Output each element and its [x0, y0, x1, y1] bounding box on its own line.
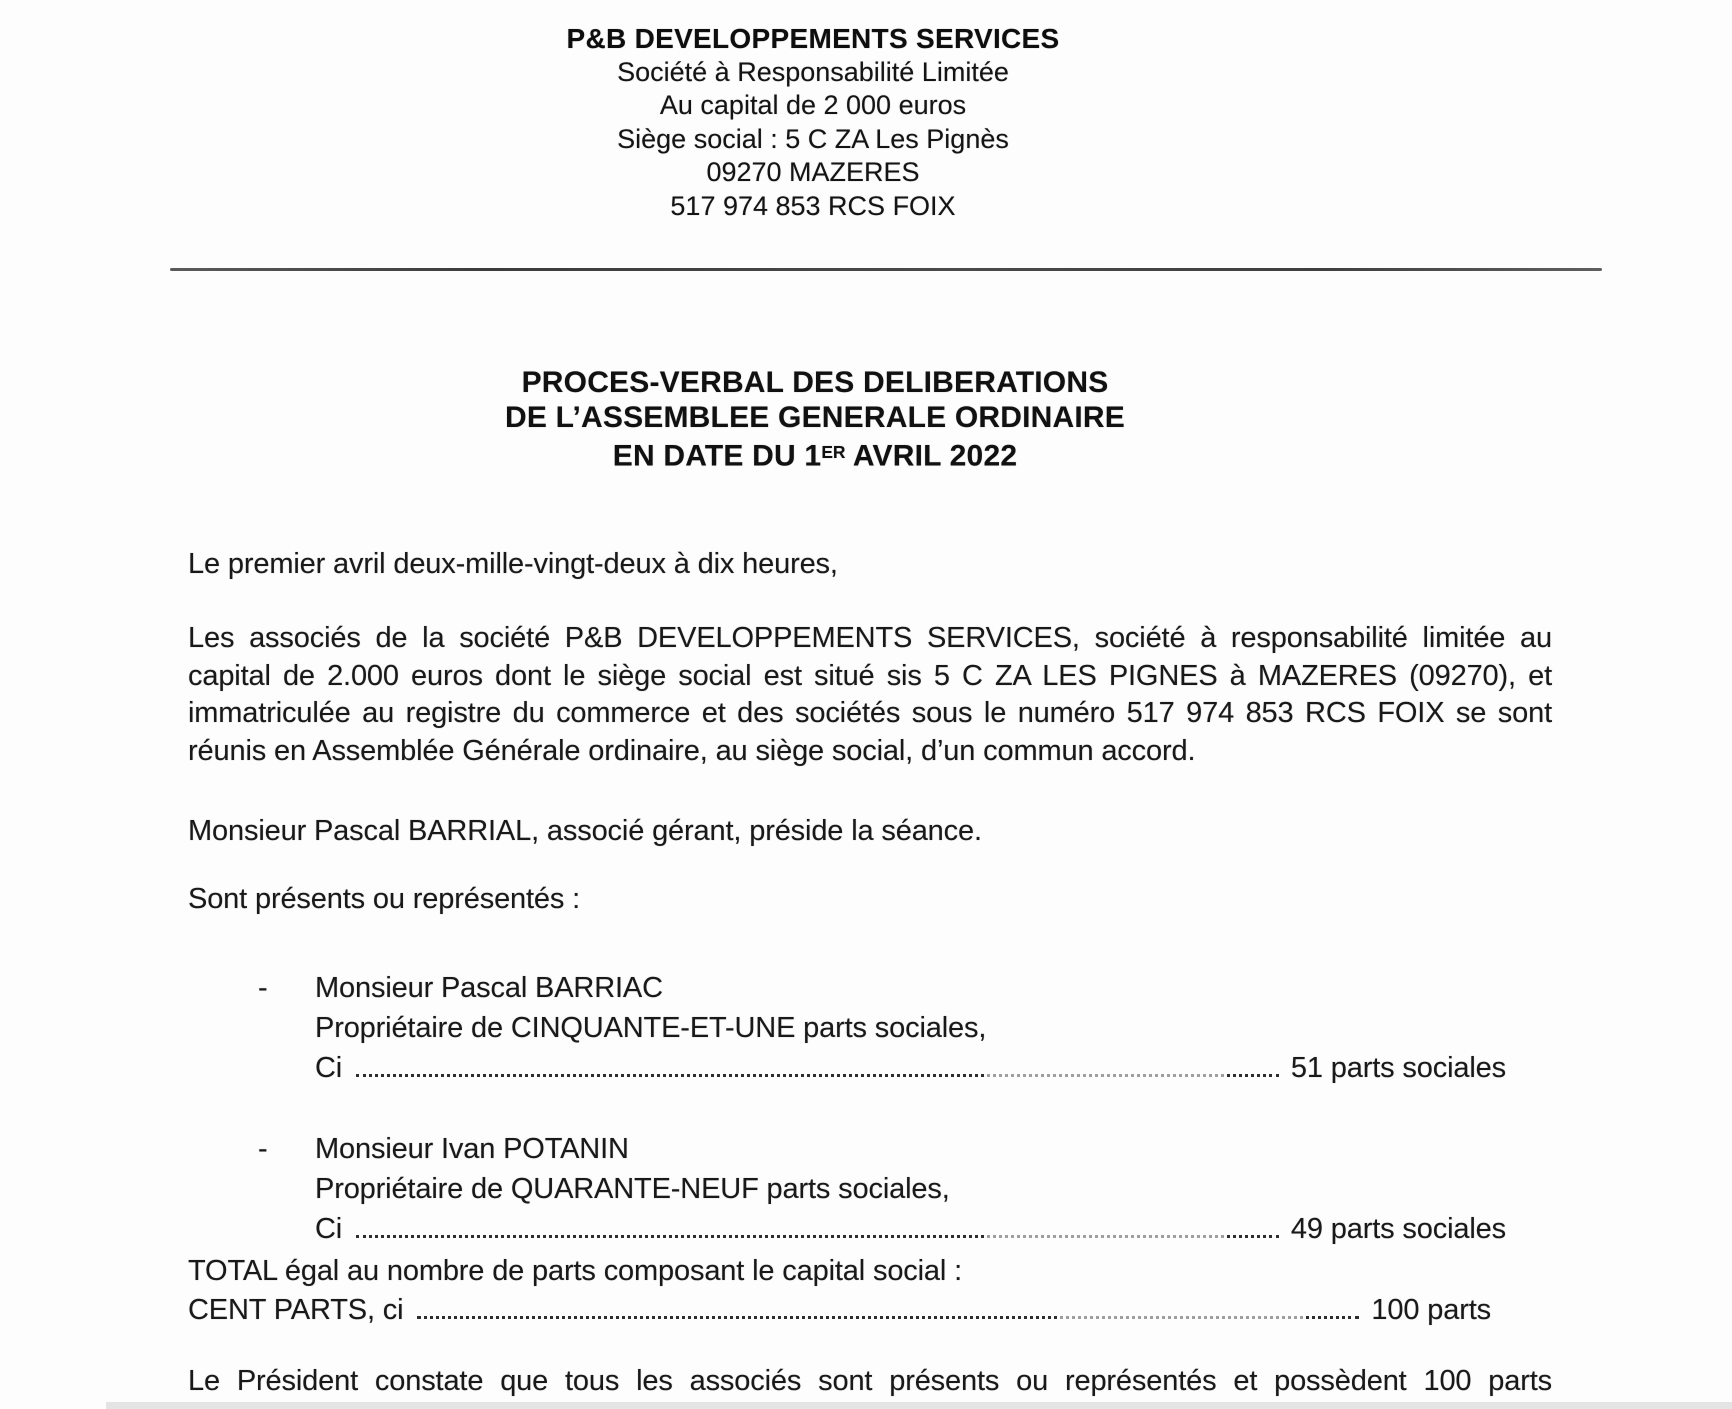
- attendee-leader-row: [315, 1209, 1506, 1249]
- company-capital: Au capital de 2 000 euros: [659, 90, 967, 120]
- attendee-shares-value: 49 parts sociales: [1290, 1213, 1506, 1245]
- attendee-leader-row: [315, 1048, 1506, 1088]
- dotted-leader: [356, 1074, 1279, 1077]
- document-title: [0, 366, 1630, 474]
- title-date-prefix: EN DATE DU 1: [612, 439, 822, 473]
- title-line-3: [0, 435, 1630, 474]
- total-heading: TOTAL égal au nombre de parts composant le capital social :: [188, 1255, 963, 1287]
- bullet-dash-icon: -: [258, 972, 268, 1004]
- attendee-body: [315, 1129, 1506, 1249]
- total-shares-value: 100 parts: [1371, 1294, 1491, 1326]
- title-date-superscript: ER: [821, 442, 846, 462]
- company-city: 09270 MAZERES: [706, 157, 920, 187]
- company-name: P&B DEVELOPPEMENTS SERVICES: [566, 23, 1060, 54]
- leader-label: CENT PARTS, ci: [188, 1294, 404, 1326]
- total-leader-row: [188, 1291, 1491, 1330]
- scan-artifact-band: [106, 1402, 1732, 1409]
- opening-line: Le premier avril deux-mille-vingt-deux à dix heures,: [188, 548, 838, 580]
- company-intro-paragraph: Les associés de la société P&B DEVELOPPEMENTS SERVICES, société à responsabilité limitée au capital de 2.000 euros dont le siège social est situé sis 5 C ZA LES PIGNES à MAZERES (09270), et immatriculée au registre du commerce et des sociétés sous le numéro 517 974 853 RCS FOIX se sont réunis en Assemblée Générale ordinaire, au siège social, d’un commun accord.: [188, 622, 1552, 767]
- dotted-leader: [417, 1316, 1359, 1319]
- dotted-leader: [356, 1235, 1279, 1238]
- company-address: Siège social : 5 C ZA Les Pignès: [617, 123, 1009, 154]
- president-line: Monsieur Pascal BARRIAL, associé gérant, préside la séance.: [188, 815, 982, 847]
- attendee-item-barriac: [258, 968, 1506, 1088]
- company-header: [0, 22, 1626, 223]
- attendee-name: Monsieur Pascal BARRIAC: [315, 972, 663, 1004]
- title-date-suffix: AVRIL 2022: [845, 439, 1018, 473]
- leader-label: Ci: [315, 1213, 343, 1245]
- company-legal-form: Société à Responsabilité Limitée: [617, 56, 1009, 87]
- attendee-ownership: Propriétaire de CINQUANTE-ET-UNE parts sociales,: [315, 1012, 987, 1044]
- horizontal-divider: [170, 268, 1602, 271]
- leader-label: Ci: [315, 1052, 343, 1084]
- attendees-heading: Sont présents ou représentés :: [188, 883, 581, 915]
- attendee-item-potanin: [258, 1129, 1506, 1249]
- title-line-2: DE L’ASSEMBLEE GENERALE ORDINAIRE: [504, 400, 1125, 434]
- total-section: [188, 1252, 1491, 1330]
- attendee-shares-value: 51 parts sociales: [1290, 1052, 1506, 1084]
- closing-line: Le Président constate que tous les associés sont présents ou représentés et possèdent 100 parts: [188, 1365, 1552, 1397]
- title-line-1: PROCES-VERBAL DES DELIBERATIONS: [521, 366, 1109, 399]
- attendee-body: [315, 968, 1506, 1088]
- company-rcs: 517 974 853 RCS FOIX: [670, 190, 956, 221]
- bullet-dash-icon: -: [258, 1133, 268, 1165]
- attendee-name: Monsieur Ivan POTANIN: [315, 1133, 629, 1165]
- attendee-ownership: Propriétaire de QUARANTE-NEUF parts sociales,: [315, 1173, 950, 1205]
